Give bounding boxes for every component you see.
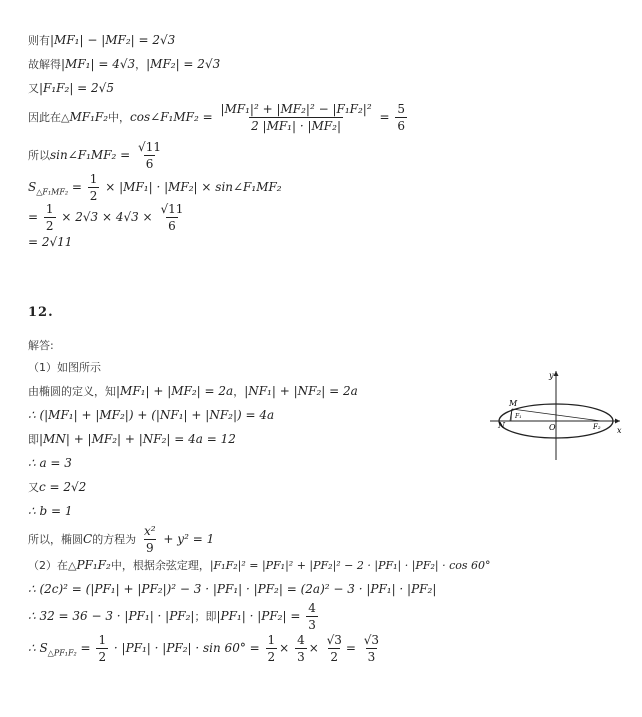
line-sum: ∴ (|MF₁| + |MF₂|) + (|NF₁| + |NF₂|) = 4a (28, 408, 275, 422)
ellipse-diagram (485, 365, 625, 465)
line-5-sin: 所以sin∠F₁MF₂ = $\frac{√11}{6}$ (28, 140, 161, 171)
label-n: N (498, 421, 505, 430)
label-f1: F₁ (515, 413, 522, 420)
line-32: ∴ 32 = 36 − 3 · |PF₁| · |PF₂|；即|PF₁| · |PF₂| = $\frac{4}{3}$ (28, 601, 316, 632)
line-perimeter: 即|MN| + |MF₂| + |NF₂| = 4a = 12 (28, 432, 236, 446)
line-a: ∴ a = 3 (28, 456, 72, 470)
label-m: M (509, 399, 518, 408)
line-equation: 所以，椭圆C的方程为 $\frac{\text{x²}}{9}$ + y² = 1 (28, 524, 215, 555)
y-axis-arrow (554, 371, 559, 376)
label-y: y (549, 371, 554, 380)
x-axis-arrow (615, 419, 620, 424)
line-cosine-law: （2）在△PF₁F₂中，根据余弦定理，|F₁F₂|² = |PF₁|² + |PF₂|² − 2 · |PF₁| · |PF₂| · cos 60° (28, 558, 491, 572)
line-6-area: $S_{\triangle F_1MF_2}$ = $\frac{1}{2}$ × |MF₁| · |MF₂| × sin∠F₁MF₂ (28, 172, 282, 203)
question-number: 12. (28, 305, 54, 320)
line-8: = 2√11 (28, 235, 73, 249)
line-7: = $\frac{1}{2}$ × 2√3 × 4√3 × $\frac{√11}{6}$ (28, 202, 184, 233)
sub-1-intro: （1）如图所示 (28, 361, 101, 374)
line-final-area: ∴ $S_{\triangle PF_1F_2}$ = $\frac{1}{2}$ · |PF₁| · |PF₂| · sin 60° = $\frac{1}{2}$ × $\frac{4}{3}$ × $\frac{√3}{2}$ = $\frac{√3}{3}$ (28, 633, 380, 664)
line-4-cos: 因此在△MF₁F₂中，cos∠F₁MF₂ = $\frac{\text{|MF₁|² + |MF₂|² − |F₁F₂|²}}{\text{2 |MF₁| · |MF₂|}}$ = $\frac{5}{6}$ (28, 102, 405, 133)
line-2: 故解得|MF₁| = 4√3，|MF₂| = 2√3 (28, 57, 221, 71)
label-f2: F₂ (593, 423, 601, 431)
answer-label: 解答: (28, 339, 54, 352)
line-ellipse-def: 由椭圆的定义，知|MF₁| + |MF₂| = 2a，|NF₁| + |NF₂| = 2a (28, 384, 358, 398)
line-b: ∴ b = 1 (28, 504, 73, 518)
label-o: O (549, 423, 556, 432)
line-3: 又|F₁F₂| = 2√5 (28, 81, 114, 95)
line-c: 又c = 2√2 (28, 480, 87, 494)
label-x: x (617, 426, 622, 435)
line-1: 则有|MF₁| − |MF₂| = 2√3 (28, 33, 176, 47)
line-2c: ∴ (2c)² = (|PF₁| + |PF₂|)² − 3 · |PF₁| · |PF₂| = (2a)² − 3 · |PF₁| · |PF₂| (28, 582, 437, 596)
